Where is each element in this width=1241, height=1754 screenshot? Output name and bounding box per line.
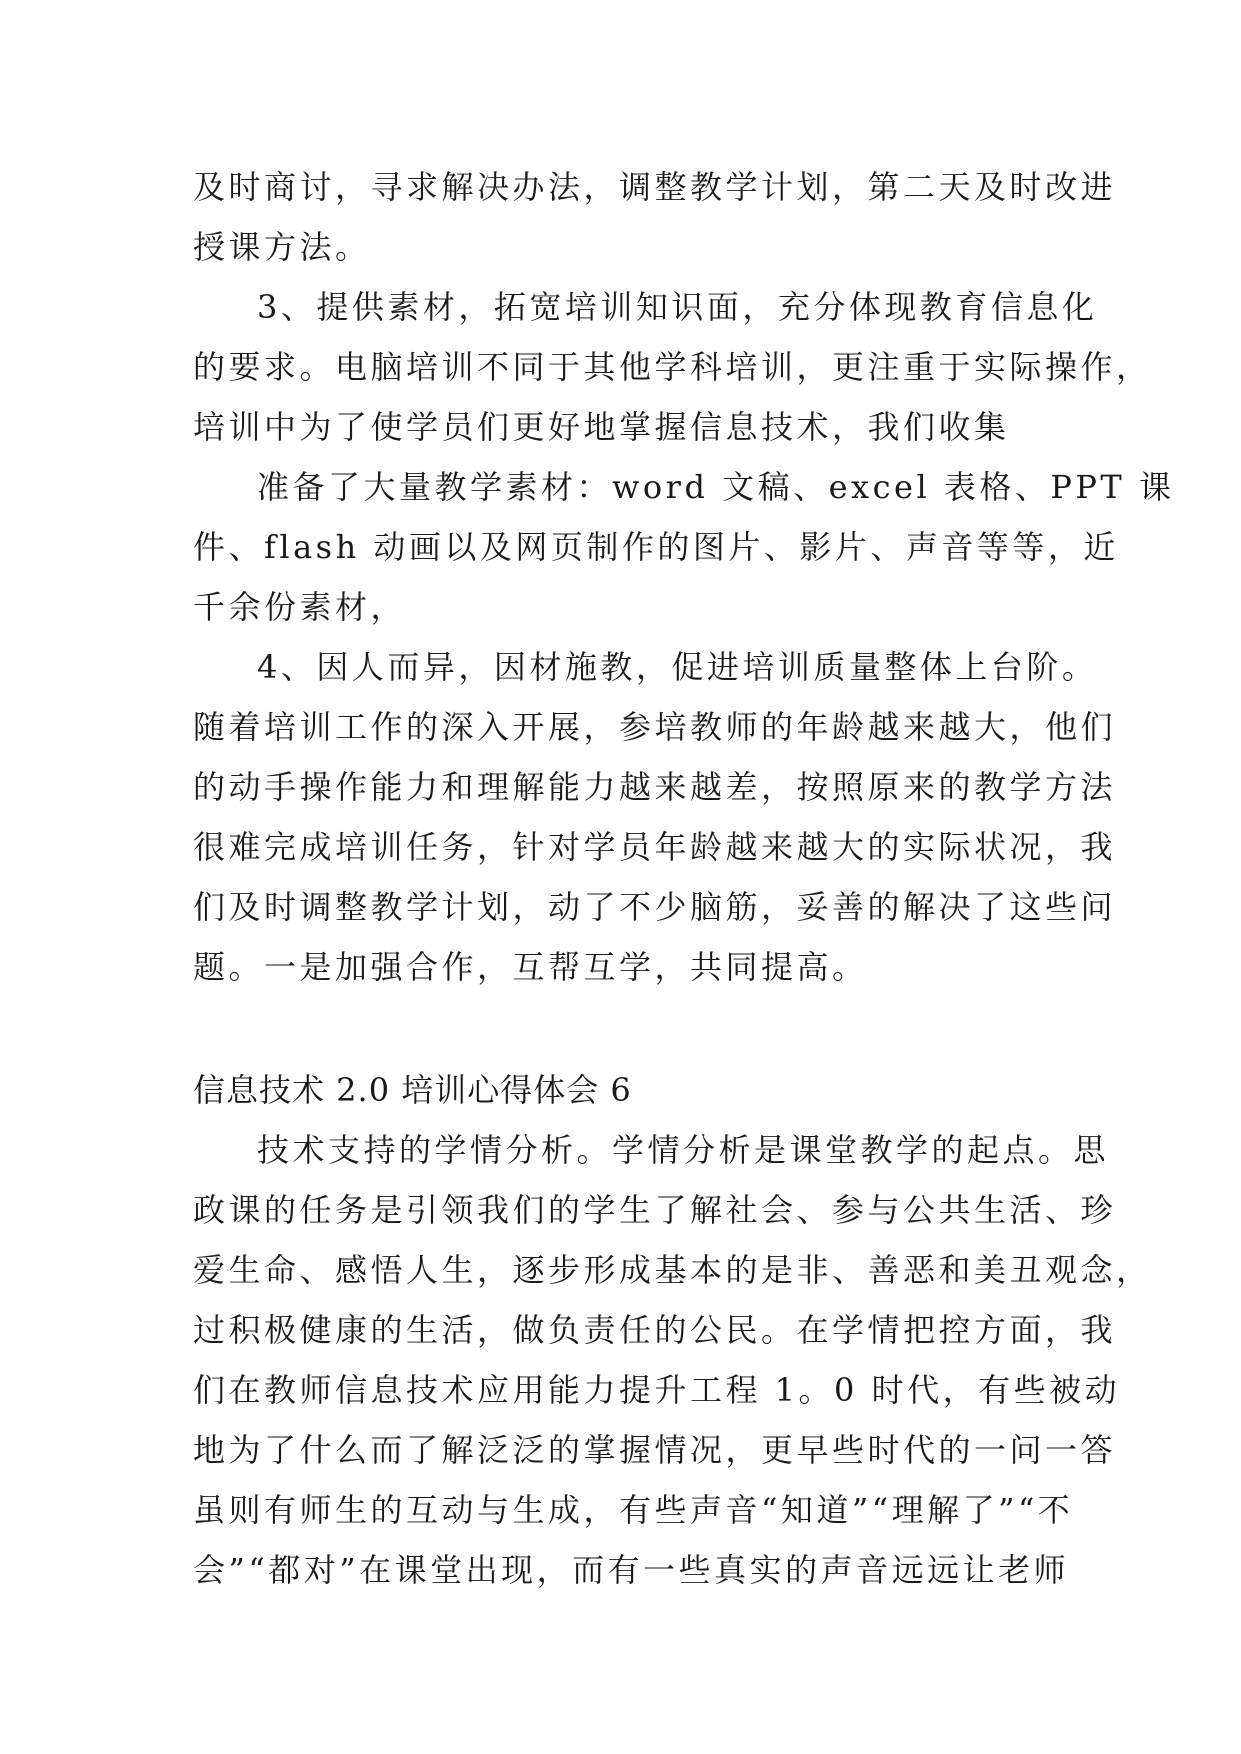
paragraph-continuation — [193, 157, 1117, 277]
text-line: 培训中为了使学员们更好地掌握信息技术，我们收集 — [193, 408, 1010, 446]
text-line: 题。一是加强合作，互帮互学，共同提高。 — [193, 948, 868, 986]
paragraph-materials — [193, 457, 1175, 637]
text-line: 3、提供素材，拓宽培训知识面，充分体现教育信息化 — [257, 288, 1098, 326]
text-line: 技术支持的学情分析。学情分析是课堂教学的起点。思 — [257, 1131, 1110, 1169]
text-line: 过积极健康的生活，做负责任的公民。在学情把控方面，我 — [193, 1311, 1117, 1349]
text-line: 爱生命、感悟人生，逐步形成基本的是非、善恶和美丑观念， — [193, 1251, 1152, 1289]
text-line: 及时商讨，寻求解决办法，调整教学计划，第二天及时改进 — [193, 168, 1117, 206]
text-line: 4、因人而异，因材施教，促进培训质量整体上台阶。 — [257, 648, 1098, 686]
text-line: 随着培训工作的深入开展，参培教师的年龄越来越大，他们 — [193, 708, 1117, 746]
text-line: 授课方法。 — [193, 228, 371, 266]
text-line: 们在教师信息技术应用能力提升工程 1。0 时代，有些被动 — [193, 1371, 1121, 1409]
text-line: 虽则有师生的互动与生成，有些声音“知道”“理解了”“不 — [193, 1491, 1074, 1529]
text-line: 的要求。电脑培训不同于其他学科培训，更注重于实际操作， — [193, 348, 1152, 386]
paragraph-item-4 — [193, 637, 1117, 997]
section-title: 信息技术 2.0 培训心得体会 6 — [193, 1071, 632, 1109]
text-line: 会”“都对”在课堂出现，而有一些真实的声音远远让老师 — [193, 1551, 1070, 1589]
paragraph-section-6 — [193, 1120, 1152, 1600]
document-body — [193, 157, 1175, 1600]
text-line: 准备了大量教学素材：word 文稿、excel 表格、PPT 课 — [257, 468, 1175, 506]
text-line: 很难完成培训任务，针对学员年龄越来越大的实际状况，我 — [193, 828, 1117, 866]
text-line: 千余份素材， — [193, 588, 407, 626]
text-line: 政课的任务是引领我们的学生了解社会、参与公共生活、珍 — [193, 1191, 1117, 1229]
text-line: 件、flash 动画以及网页制作的图片、影片、声音等等，近 — [193, 528, 1119, 566]
paragraph-item-3 — [193, 277, 1152, 457]
text-line: 的动手操作能力和理解能力越来越差，按照原来的教学方法 — [193, 768, 1117, 806]
text-line: 们及时调整教学计划，动了不少脑筋，妥善的解决了这些问 — [193, 888, 1117, 926]
text-line: 地为了什么而了解泛泛的掌握情况，更早些时代的一问一答 — [193, 1431, 1117, 1469]
section-spacer — [193, 997, 1049, 1060]
